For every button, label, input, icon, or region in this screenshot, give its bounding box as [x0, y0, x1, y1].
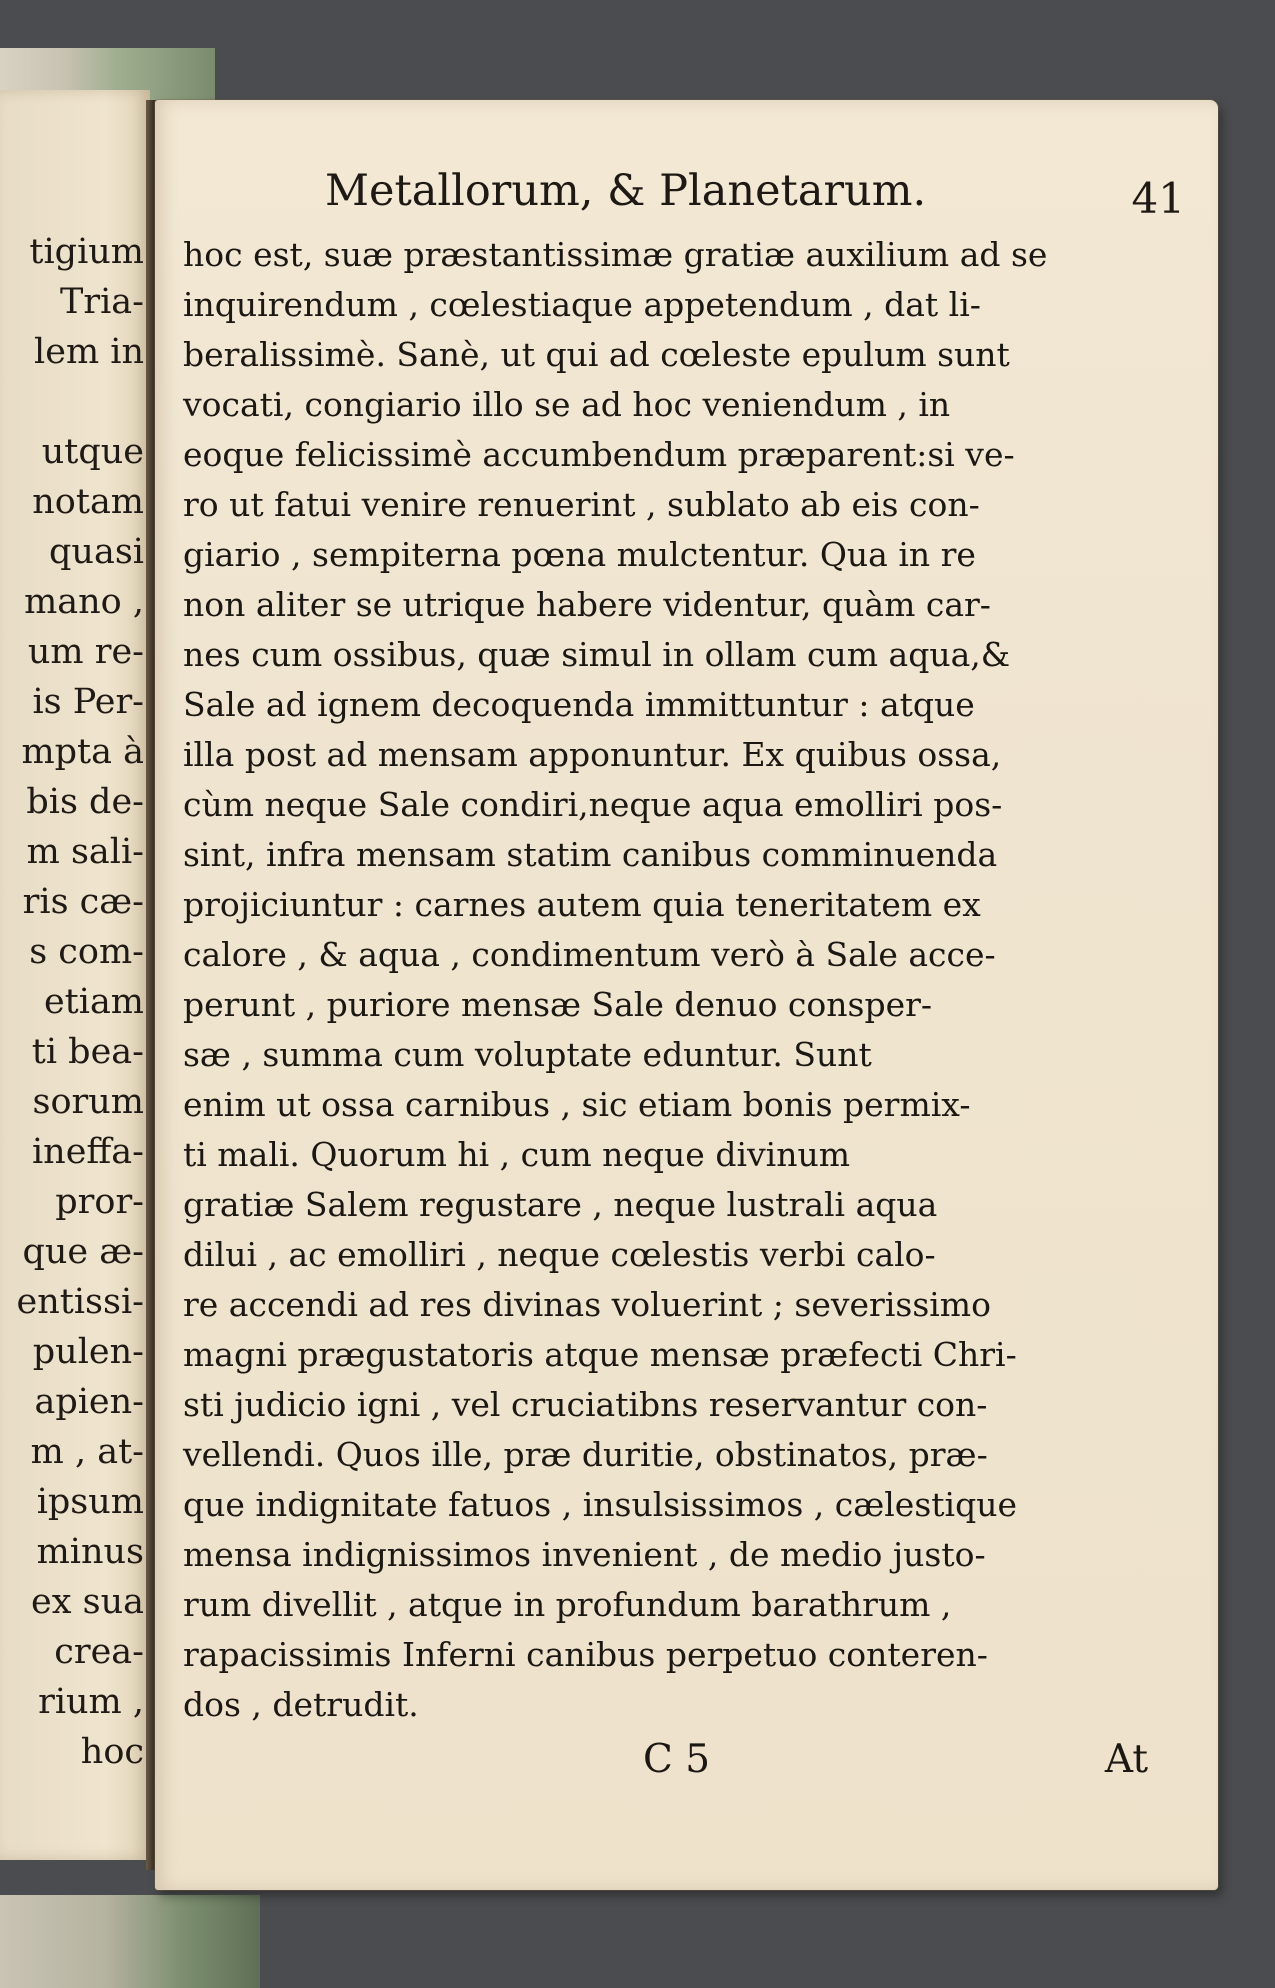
left-page-line: utque: [41, 432, 144, 472]
left-page-line: hoc: [80, 1732, 144, 1772]
left-page-line: s com-: [29, 932, 144, 972]
left-page-line: ipsum: [36, 1482, 144, 1522]
catchword: At: [1104, 1737, 1148, 1782]
left-page-line: ris cæ-: [22, 882, 144, 922]
body-line: gratiæ Salem regustare , neque lustrali aqua: [183, 1185, 938, 1224]
body-line: que indignitate fatuos , insulsissimos , cælestique: [183, 1485, 1017, 1524]
book-edge-bottom: [0, 1895, 260, 1988]
body-line: sæ , summa cum voluptate eduntur. Sunt: [183, 1035, 872, 1074]
body-line: Sale ad ignem decoquenda immittuntur : atque: [183, 685, 975, 724]
left-page-line: minus: [36, 1532, 144, 1572]
left-page-line: apien-: [34, 1382, 144, 1422]
body-line: ro ut fatui venire renuerint , sublato ab eis con-: [183, 485, 980, 524]
body-line: enim ut ossa carnibus , sic etiam bonis permix-: [183, 1085, 971, 1124]
right-page: [155, 100, 1218, 1890]
left-page-line: notam: [32, 482, 144, 522]
left-page-line: lem in: [34, 332, 144, 372]
signature-mark: C 5: [643, 1737, 711, 1782]
left-page-line: ineffa-: [31, 1132, 144, 1172]
page-header: [325, 166, 1185, 230]
body-line: rapacissimis Inferni canibus perpetuo conteren-: [183, 1635, 988, 1674]
left-page-line: m sali-: [26, 832, 144, 872]
body-line: sti judicio igni , vel cruciatibns reservantur con-: [183, 1385, 988, 1424]
body-line: re accendi ad res divinas voluerint ; severissimo: [183, 1285, 991, 1324]
body-line: magni prægustatoris atque mensæ præfecti Chri-: [183, 1335, 1017, 1374]
left-page-line: sorum: [32, 1082, 144, 1122]
body-line: dilui , ac emolliri , neque cœlestis verbi calo-: [183, 1235, 936, 1274]
body-line: projiciuntur : carnes autem quia teneritatem ex: [183, 885, 981, 924]
left-page-line: entissi-: [16, 1282, 144, 1322]
body-line: inquirendum , cœlestiaque appetendum , dat li-: [183, 285, 981, 324]
body-line: beralissimè. Sanè, ut qui ad cœleste epulum sunt: [183, 335, 1010, 374]
body-line: ti mali. Quorum hi , cum neque divinum: [183, 1135, 850, 1174]
body-line: nes cum ossibus, quæ simul in ollam cum aqua,&: [183, 635, 1011, 674]
left-page-line: quasi: [49, 532, 144, 572]
left-page-line: Tria-: [60, 282, 144, 322]
body-line: sint, infra mensam statim canibus comminuenda: [183, 835, 998, 874]
body-line: vellendi. Quos ille, præ duritie, obstinatos, præ-: [183, 1435, 988, 1474]
body-line: rum divellit , atque in profundum barathrum ,: [183, 1585, 952, 1624]
body-line: mensa indignissimos invenient , de medio justo-: [183, 1535, 986, 1574]
body-line: illa post ad mensam apponuntur. Ex quibus ossa,: [183, 735, 1002, 774]
body-line: vocati, congiario illo se ad hoc veniendum , in: [183, 385, 951, 424]
page-footer: [183, 1737, 1148, 1790]
body-line: cùm neque Sale condiri,neque aqua emolliri pos-: [183, 785, 1003, 824]
left-page-line: ex sua: [31, 1582, 144, 1622]
left-page-line: bis de-: [26, 782, 144, 822]
left-page-line: etiam: [43, 982, 144, 1022]
body-line: non aliter se utrique habere videntur, quàm car-: [183, 585, 991, 624]
left-page-line: pulen-: [32, 1332, 144, 1372]
left-page-line: que æ-: [22, 1232, 144, 1272]
running-head: Metallorum, & Planetarum.: [325, 166, 927, 216]
body-line: perunt , puriore mensæ Sale denuo consper-: [183, 985, 933, 1024]
left-page-line: rium ,: [38, 1682, 144, 1722]
body-line: dos , detrudit.: [183, 1685, 419, 1724]
left-page-line: is Per-: [32, 682, 144, 722]
body-line: giario , sempiterna pœna mulctentur. Qua in re: [183, 535, 976, 574]
body-line: eoque felicissimè accumbendum præparent:si ve-: [183, 435, 1015, 474]
body-line: calore , & aqua , condimentum verò à Sale acce-: [183, 935, 996, 974]
left-page-line: crea-: [54, 1632, 144, 1672]
left-page-line: mpta à: [21, 732, 144, 772]
left-page-line: ti bea-: [31, 1032, 144, 1072]
left-page-line: tigium: [29, 232, 144, 272]
left-page-line: pror-: [55, 1182, 144, 1222]
page-number: 41: [1131, 174, 1185, 223]
left-page-line: mano ,: [24, 582, 144, 622]
left-page: [0, 90, 150, 1860]
left-page-line: um re-: [27, 632, 144, 672]
left-page-line: m , at-: [30, 1432, 144, 1472]
body-line: hoc est, suæ præstantissimæ gratiæ auxilium ad se: [183, 235, 1048, 274]
